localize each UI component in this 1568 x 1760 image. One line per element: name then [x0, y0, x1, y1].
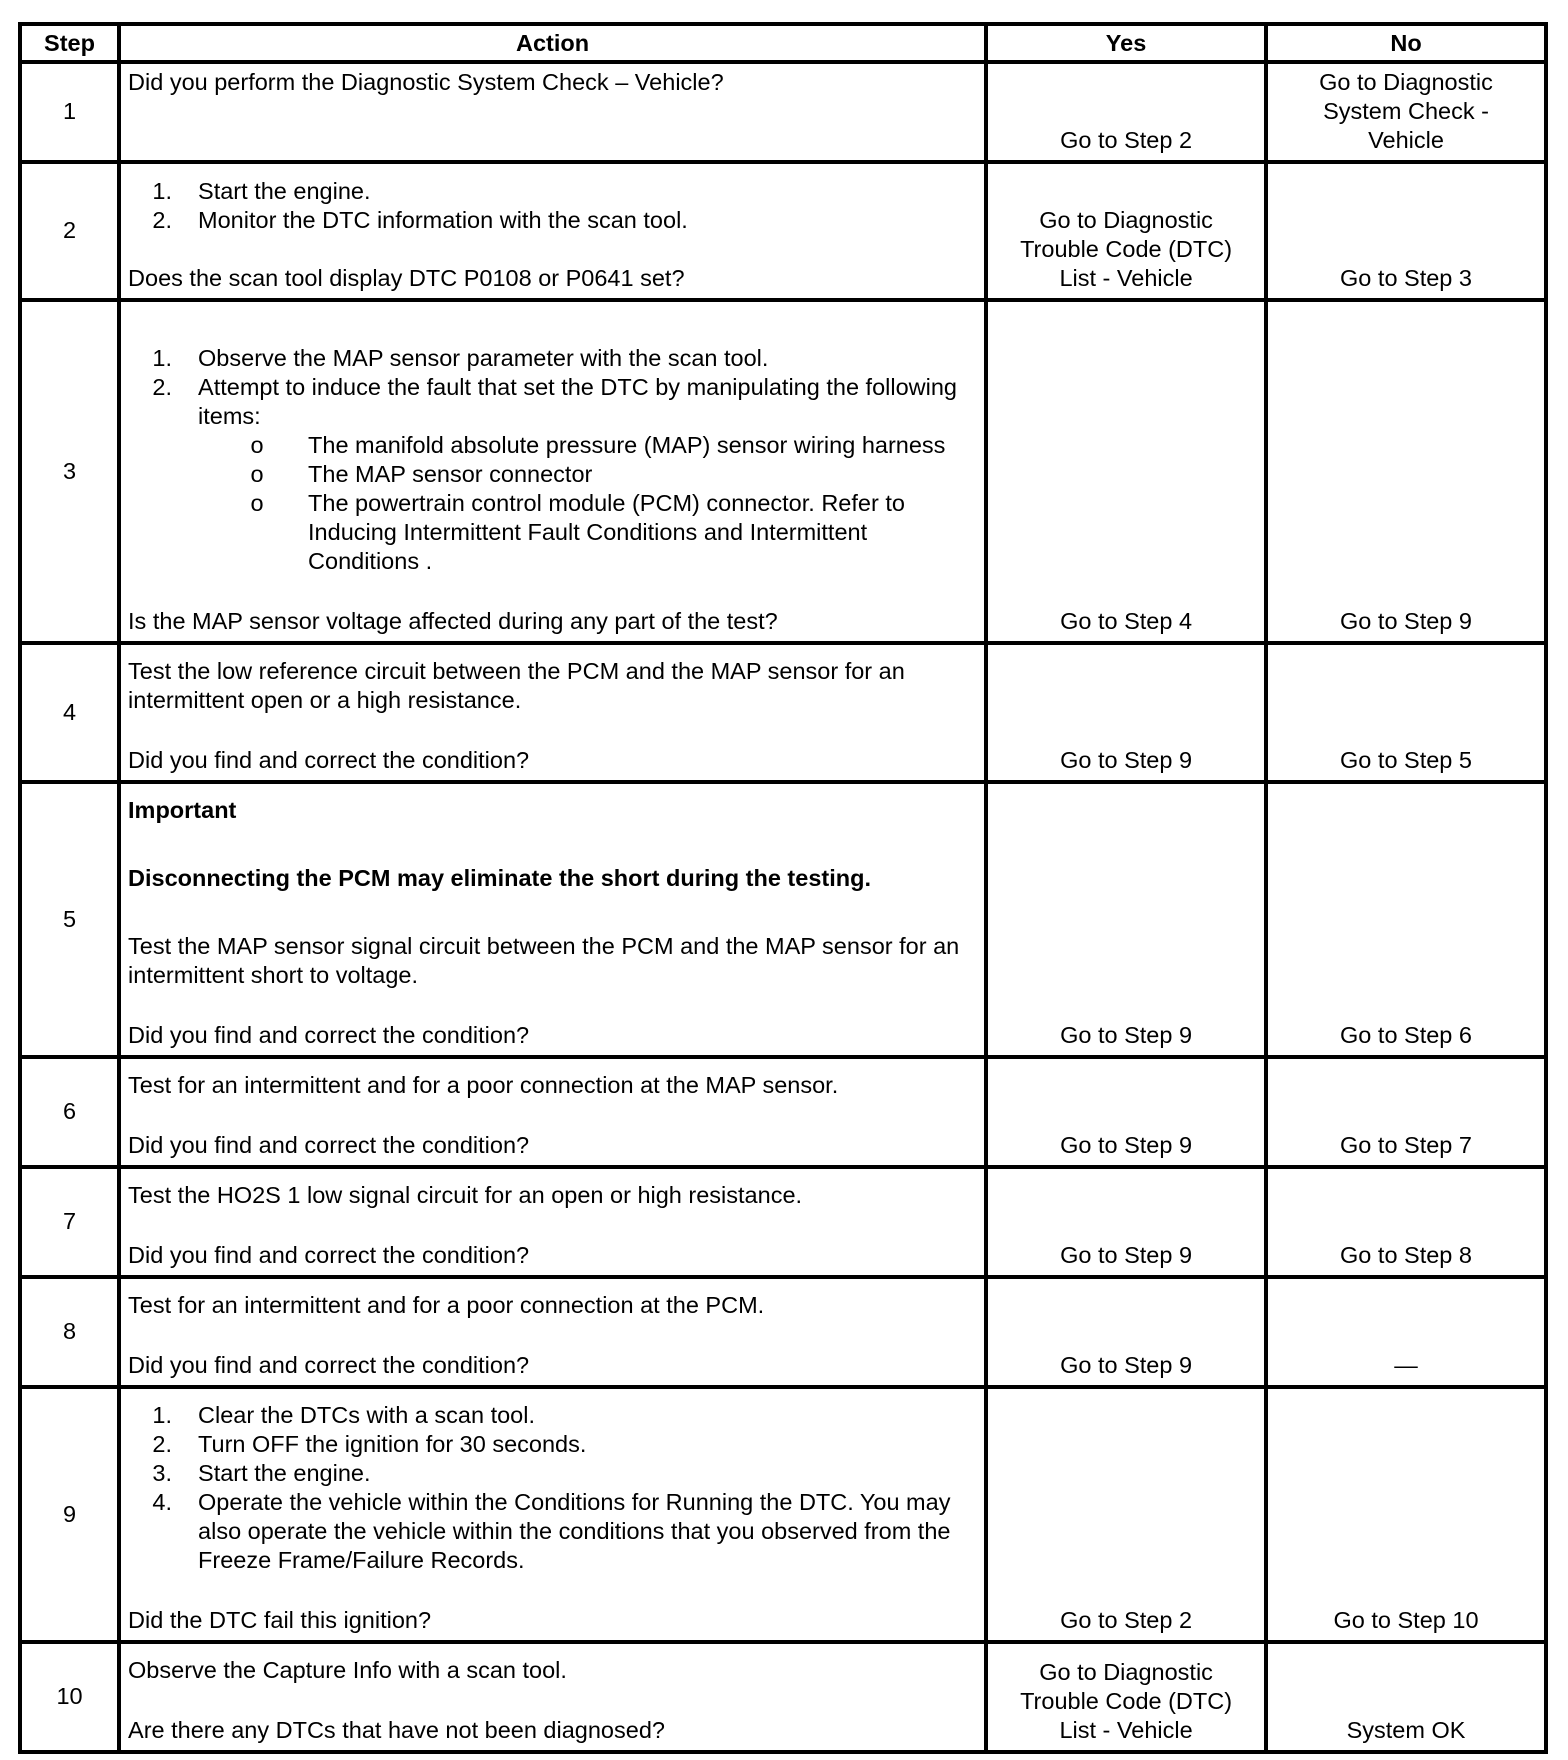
question-text: Is the MAP sensor voltage affected during any part of the test? [128, 608, 778, 634]
no-cell: Go to Step 7 [1266, 1057, 1546, 1167]
list-item: 1. Clear the DTCs with a scan tool. [152, 1402, 535, 1428]
list-item: o The manifold absolute pressure (MAP) sensor wiring harness [128, 431, 977, 460]
yes-cell: Go to Step 2 [986, 1387, 1266, 1642]
yes-cell: Go to Diagnostic Trouble Code (DTC) List - Vehicle [986, 1642, 1266, 1752]
table-row [20, 300, 1546, 643]
no-cell: — [1266, 1277, 1546, 1387]
bullet-list [128, 431, 977, 576]
action-text: Test for an intermittent and for a poor connection at the PCM. [128, 1292, 765, 1318]
question-text: Did you find and correct the condition? [128, 1022, 530, 1048]
numbered-list [128, 177, 977, 235]
yes-cell: Go to Step 4 [986, 300, 1266, 643]
table-row [20, 643, 1546, 782]
no-cell: Go to Step 8 [1266, 1167, 1546, 1277]
list-item: 2. Monitor the DTC information with the scan tool. [152, 207, 688, 233]
list-item: 2. Attempt to induce the fault that set the DTC by manipulating the following items: [152, 374, 957, 429]
action-text: Observe the Capture Info with a scan tool. [128, 1657, 567, 1683]
header-no: No [1266, 24, 1546, 62]
action-cell [119, 643, 986, 782]
step-number: 10 [20, 1642, 119, 1752]
action-text: Did you perform the Diagnostic System Check – Vehicle? [128, 69, 724, 95]
action-cell [119, 1167, 986, 1277]
no-cell: Go to Step 6 [1266, 782, 1546, 1057]
yes-cell: Go to Step 9 [986, 643, 1266, 782]
numbered-list [128, 1401, 977, 1575]
list-item: 2. Turn OFF the ignition for 30 seconds. [152, 1431, 587, 1457]
action-text: Test for an intermittent and for a poor connection at the MAP sensor. [128, 1072, 839, 1098]
table-row [20, 1057, 1546, 1167]
list-item: o The MAP sensor connector [128, 460, 977, 489]
header-step: Step [20, 24, 119, 62]
table-row [20, 1387, 1546, 1642]
important-text: Disconnecting the PCM may eliminate the short during the testing. [128, 865, 871, 891]
question-text: Did you find and correct the condition? [128, 747, 530, 773]
no-cell: Go to Step 9 [1266, 300, 1546, 643]
yes-cell: Go to Step 2 [986, 62, 1266, 162]
header-yes: Yes [986, 24, 1266, 62]
action-cell [119, 300, 986, 643]
diagnostic-table [18, 22, 1548, 1754]
step-number: 9 [20, 1387, 119, 1642]
question-text: Did you find and correct the condition? [128, 1132, 530, 1158]
question-text: Did you find and correct the condition? [128, 1352, 530, 1378]
action-text: Test the HO2S 1 low signal circuit for an open or high resistance. [128, 1182, 803, 1208]
action-cell [119, 1277, 986, 1387]
numbered-list [128, 344, 977, 431]
table-row [20, 782, 1546, 1057]
bullet-icon: o [250, 490, 264, 516]
table-row [20, 162, 1546, 300]
step-number: 7 [20, 1167, 119, 1277]
step-number: 3 [20, 300, 119, 643]
header-action: Action [119, 24, 986, 62]
step-number: 5 [20, 782, 119, 1057]
header-row [20, 24, 1546, 62]
action-cell [119, 782, 986, 1057]
action-cell [119, 1057, 986, 1167]
yes-cell: Go to Step 9 [986, 782, 1266, 1057]
action-cell [119, 1387, 986, 1642]
yes-cell: Go to Diagnostic Trouble Code (DTC) List - Vehicle [986, 162, 1266, 300]
bullet-icon: o [250, 432, 264, 458]
table-row [20, 62, 1546, 162]
no-cell: Go to Step 5 [1266, 643, 1546, 782]
no-cell: Go to Step 10 [1266, 1387, 1546, 1642]
step-number: 1 [20, 62, 119, 162]
action-text: Test the MAP sensor signal circuit between the PCM and the MAP sensor for an intermittent short to voltage. [128, 933, 960, 988]
question-text: Are there any DTCs that have not been diagnosed? [128, 1717, 665, 1743]
table-row [20, 1167, 1546, 1277]
list-item: 1. Observe the MAP sensor parameter with the scan tool. [152, 345, 769, 371]
action-text: Test the low reference circuit between the PCM and the MAP sensor for an intermittent open or a high resistance. [128, 658, 905, 713]
step-number: 8 [20, 1277, 119, 1387]
table-row [20, 1277, 1546, 1387]
bullet-icon: o [250, 461, 264, 487]
list-item: o The powertrain control module (PCM) connector. Refer to Inducing Intermittent Fault Conditions and Intermittent Conditions . [128, 489, 977, 576]
question-text: Does the scan tool display DTC P0108 or P0641 set? [128, 265, 685, 291]
step-number: 6 [20, 1057, 119, 1167]
yes-cell: Go to Step 9 [986, 1277, 1266, 1387]
no-cell: Go to Step 3 [1266, 162, 1546, 300]
list-item: 4. Operate the vehicle within the Conditions for Running the DTC. You may also operate the vehicle within the conditions that you observed from the Freeze Frame/Failure Records. [152, 1489, 951, 1573]
question-text: Did you find and correct the condition? [128, 1242, 530, 1268]
step-number: 2 [20, 162, 119, 300]
important-label: Important [128, 797, 237, 823]
yes-cell: Go to Step 9 [986, 1167, 1266, 1277]
no-cell: System OK [1266, 1642, 1546, 1752]
step-number: 4 [20, 643, 119, 782]
action-cell [119, 162, 986, 300]
table-row [20, 1642, 1546, 1752]
yes-cell: Go to Step 9 [986, 1057, 1266, 1167]
action-cell [119, 1642, 986, 1752]
list-item: 1. Start the engine. [152, 178, 371, 204]
list-item: 3. Start the engine. [152, 1460, 371, 1486]
action-cell [119, 62, 986, 162]
no-cell: Go to Diagnostic System Check - Vehicle [1266, 62, 1546, 162]
question-text: Did the DTC fail this ignition? [128, 1607, 432, 1633]
